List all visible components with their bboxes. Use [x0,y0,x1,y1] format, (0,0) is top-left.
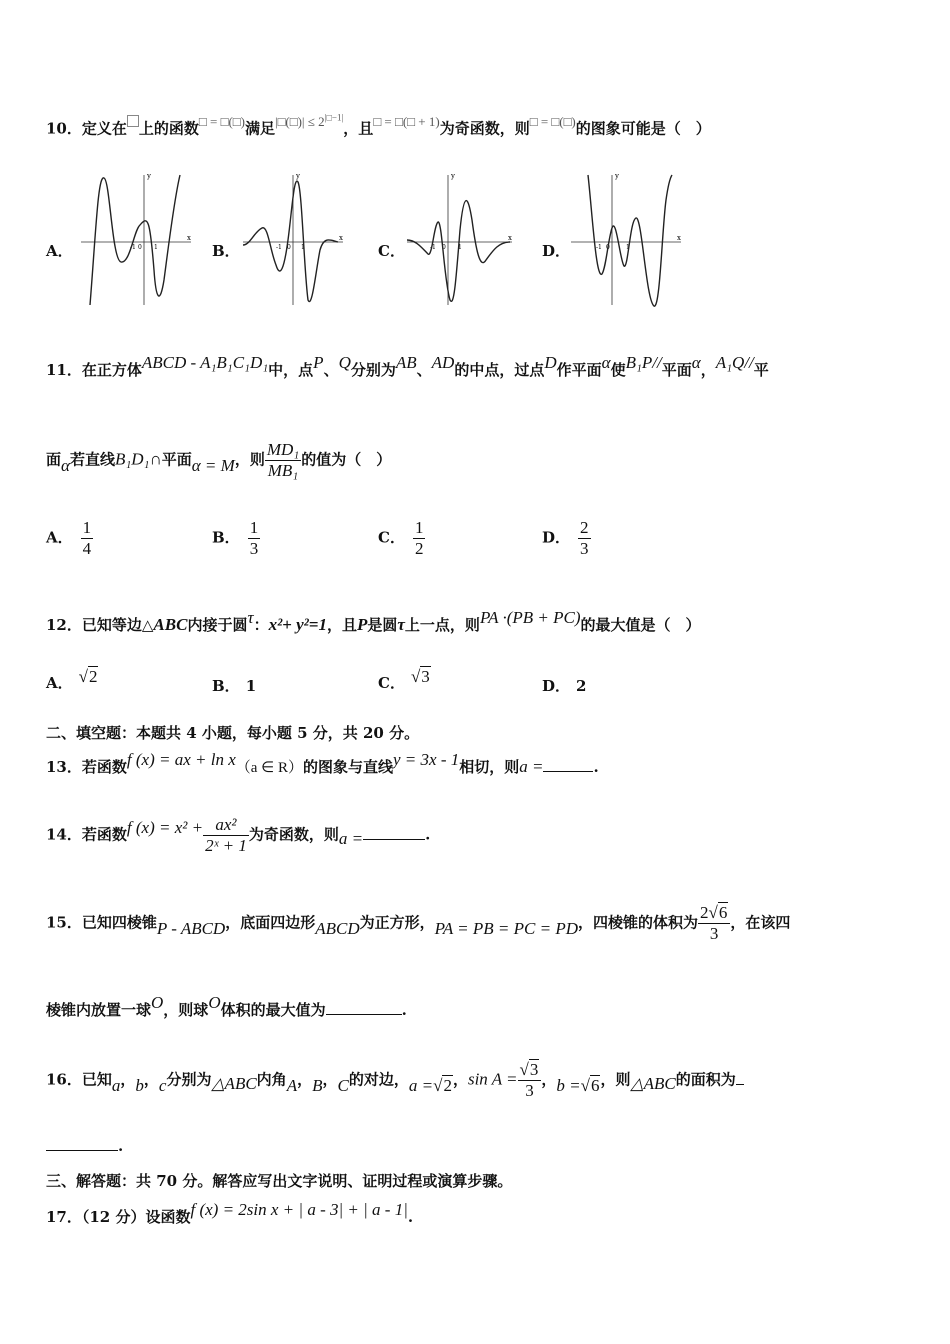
tick-label: 1 [301,244,305,251]
q10-graph-a[interactable] [76,170,196,310]
y-axis-label: y [147,172,151,180]
q16-stem: 16．已知a，b，c分别为△ABC内角A，B，C的对边，a =√2，sin A = $\frac{√3}{3}$ ，b =√6，则△ABC的面积为 [46,1060,744,1101]
x-axis-label: x [508,234,512,242]
answer-blank[interactable] [46,1136,118,1151]
q12-option-b[interactable]: B． 1 [212,677,257,695]
formula-image: □ = □(□) [529,114,576,130]
q15-stem-line1: 15．已知四棱锥P - ABCD，底面四边形ABCD为正方形，PA = PB = PC = PD，四棱锥的体积为 $\frac{2√6}{3}$ ，在该四 [46,903,791,943]
curve [407,201,510,302]
tick-label: 0 [606,244,610,251]
q10-option-a-label[interactable]: A． [46,242,73,260]
q13-stem: 13．若函数f (x) = ax + ln x（a ∈ R）的图象与直线y = 3x - 1相切，则a = . [46,750,599,776]
tick-label: 1 [458,244,462,251]
q11-stem-line1: 11．在正方体ABCD - A₁B₁C₁D₁中，点P、Q分别为AB、AD的中点，过点D作平面α使B₁P//平面α，A₁Q//平 [46,353,769,379]
tick-label: 1 [154,244,158,251]
q11-option-b[interactable]: B． $\frac{1}{3}$ [212,518,259,558]
tick-label: -1 [596,244,602,251]
y-axis-label: y [615,172,619,180]
x-axis-label: x [339,234,343,242]
answer-blank-start[interactable] [736,1070,744,1085]
q12-option-c[interactable]: C． √3 [378,667,430,692]
tick-label: -1 [276,244,282,251]
q10-option-d-label[interactable]: D． [542,242,571,260]
q11-option-a[interactable]: A． $\frac{1}{4}$ [46,518,92,558]
q10-option-c-label[interactable]: C． [378,242,405,260]
curve [243,181,338,301]
q11-option-c[interactable]: C． $\frac{1}{2}$ [378,518,424,558]
q11-stem-line2: 面α若直线B₁D₁∩平面α = M，则 $\frac{\text{MD₁}}{\text{MB₁}}$ 的值为（ ） [46,440,392,480]
q10-graph-d[interactable] [566,170,686,310]
q17-stem: 17．（12 分）设函数f (x) = 2sin x + | a - 3| + | a - 1|. [46,1200,414,1226]
section-3-heading: 三、解答题：共 70 分。解答应写出文字说明、证明过程或演算步骤。 [46,1172,513,1190]
tick-label: 0 [138,244,142,251]
curve [588,175,672,306]
q15-stem-line2: 棱锥内放置一球O，则球O体积的最大值为 . [46,993,407,1019]
curve [90,175,180,305]
q12-stem: 12．已知等边△ABC内接于圆τ：x²+ y²=1，且P是圆τ上一点，则PA ·(PB + PC)的最大值是（ ） [46,608,701,634]
section-2-heading: 二、填空题：本题共 4 小题，每小题 5 分，共 20 分。 [46,724,420,742]
formula-image: |□(□)| ≤ $2^{|□-1|}$ [274,113,344,130]
x-axis-label: x [187,234,191,242]
answer-blank[interactable] [543,757,593,772]
answer-blank[interactable] [363,825,425,840]
q10-stem: 10．定义在 上的函数□ = □(□)满足|□(□)| ≤ $2^{|□-1|}$，且□ = □(□ + 1)为奇函数，则□ = □(□)的图象可能是（ ） [46,113,711,138]
q12-option-d[interactable]: D． 2 [542,677,587,695]
q10-graph-c[interactable] [402,170,517,310]
tick-label: 0 [442,244,446,251]
tick-label: 1 [626,244,630,251]
q10-graph-b[interactable] [238,170,348,310]
q16-stem-line2: . [46,1136,123,1156]
tick-label: -1 [130,244,136,251]
q12-option-a[interactable]: A． √2 [46,667,98,692]
placeholder-glyph [127,115,139,127]
tick-label: 0 [287,244,291,251]
formula-image: □ = □(□) [198,114,245,130]
tick-label: -1 [430,244,436,251]
x-axis-label: x [677,234,681,242]
q10-option-b-label[interactable]: B． [212,242,240,260]
formula-image: □ = □(□ + 1) [373,114,440,130]
q14-stem: 14．若函数f (x) = x² + $\frac{\text{ax²}}{\text{2ˣ + 1}}$ 为奇函数，则a = . [46,815,431,855]
y-axis-label: y [451,172,455,180]
q11-option-d[interactable]: D． $\frac{2}{3}$ [542,518,589,558]
y-axis-label: y [296,172,300,180]
ratio-fraction: $\frac{\text{MD₁}}{\text{MB₁}}$ [266,440,300,480]
answer-blank[interactable] [326,1000,402,1015]
